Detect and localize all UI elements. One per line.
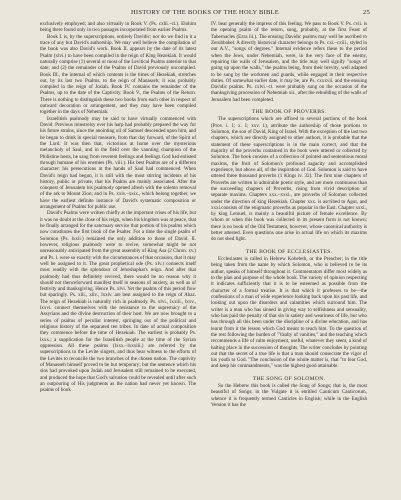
left-column xyxy=(40,21,196,393)
paragraph: So the Hebrew this book is called the Song of Songs; that is, the most beautiful of Songs; in the Vulgate it is entitled Canticum Canticorum, whence it is frequently termed Canticles in English; while in the English Version it has the xyxy=(211,383,367,409)
page-header-title: HISTORY OF THE BOOKS OF THE HOLY BIBLE xyxy=(130,9,280,16)
paragraph: Book I. is, by the superscriptions, entirely Davidic; nor do we find in it a trace of any but David's authorship. We may well believe the compilation of the book was also David's work. Book II. appears by the date of its latest Psalm (xlvi.) to have been compiled in the reign of King Hezekiah. It would naturally comprise (1) several or most of the Levitical Psalms anterior to that date; and (2) the remainder of the Psalms of David previously uncompiled. Book III., the internal of which contents is the times of Hezekiah, stretches out, by its last two Psalms, to the reign of Manasseh; it was probably compiled in the reign of Josiah. Book IV. contains the remainder of the Psalms, up to the date of the Captivity. Book V., the Psalms of the Return. There is nothing to distinguish these two books from each other in respect of outward decoration or arrangement, and they may have been compiled together in the days of Nehemiah. xyxy=(40,33,196,116)
paragraph: David's Psalms were written chiefly at the important crises of his life, but it was no doubt at the close of his reign, when his kingdom was at peace, that he finally arranged for the sanctuary service that portion of his psalms which now constitutes the first book of the Psalter. For a time the single psalm of Solomon (Ps. lxxii.) remained the only addition to those of David. II. however, religious psalmody were to revive, somewhat might be not unreasonably anticipated from the great assembly of King Asa (2 Chron. xv.) and Ps. l. were so exactly with the circumstances of that occasion, that it may well be assigned to it. The great prophetical ode (Ps. xlv.) connects itself most readily with the splendour of Jehoshaphat's reign. And after that psalmody had thus definitely revived, there would be no reason why it should not thenceforward manifest itself in seasons of anxiety, as well as of festivity and thanksgiving. Hence Ps. xlvi. Yet the psalms of this period flow but sparingly. Ps. xlii., xliv., lxxiv. are best assigned to the reign of Ahaz. The reign of Hezekiah is naturally rich in psalmody. Ps. xlvi., lxxiii., lxxv., lxxvi. connect themselves with the resistance to the supremacy of the Assyrians and the divine destruction of their host. We are now brought to a series of psalms of peculiar interest, springing out of the political and religious history of the separated ten tribes. In date of actual composition they commence before the time of Hezekiah. The earliest is probably Ps. lxxx.; a supplication for the Israelitish people at the time of the Syrian oppression. All these psalms (lxxx.–lxxxiii.) are referred by the superscriptions to the Levite singers, and thus bear witness to the efforts of the Levites to reconcile the two branches of the chosen nation. The captivity of Manasseh himself proved to be but temporary; but the sentence which his sins had provoked upon Judah and Jerusalem still remained to be executed, and produced the hope that God's salvation could be revealed until after such an outpouring of His judgments as the nation had never yet known. The psalms of book xyxy=(40,210,196,394)
section-heading-song-of-solomon: THE SONG OF SOLOMON. xyxy=(252,375,326,382)
section-gap xyxy=(211,370,367,373)
paragraph: The superscriptions which are affixed to several portions of the book (Prov. i. 1; x. 1; xxv. 1), attribute the authorship of those portions to Solomon, the son of David, King of Israel. With the exception of the last two chapters, which are directly assigned to other authors, it is probable that the statement of these superscriptions is in the main correct, and that the majority of the proverbs contained in the book were uttered or collected by Solomon. The book consists of a collection of pointed and sententious moral maxims, the fruit of Solomon's profound sagacity and accomplished experience, but above all, of the inspiration of God. Solomon is said to have uttered three thousand proverbs (1 Kings iv. 32). The first nine chapters of Proverbs are written in admirable poetic style, and are more continuous than the succeeding chapters of Proverbs, rising from vivid description of separate maxims. Chapters xxx.–xxxi., are proverbs of Solomon collected under the direction of king Hezekiah. Chapter xxx. is ascribed to Agur, and xxxi.consists of the enigmatic proverbs as popular in the East. Chapter xxxi., by king Lemuel, is mainly a beautiful picture of female excellence. By whom or when this book was collected in its present form is not known; there is no book of the Old Testament, however, whose canonical authority is better attested. Even questions one arise in actual life on which its maxims do not shed light. xyxy=(211,116,367,243)
section-heading-proverbs: THE BOOK OF PROVERBS. xyxy=(251,109,327,116)
paragraph: IV. bear generally the impress of this feeling. We pass to Book V. Ps. cvii. is the opening psalm of the return, sung, probably, at the first Feast of Tabernacles (Ezra iii.). The ensuing Davidic psalms may well be ascribed to Zerubbabel. A directly historical character belongs to Ps. cxi.–cxiii., styled in our A.V., "songs of degrees." Internal evidence refers these to the period when the Jews, under Nehemiah, were, in the very face of the enemy, repairing the walls of Jerusalem, and the title may well signify "songs of going up upon the walls," the psalms being, from their brevity, well adapted to be sung by the workmen and guards, while engaged in their respective duties. Of somewhat earlier date, it may be, are Ps. cxxxvii. and the ensuing Davidic psalms. Ps. cxlvi.–cl. were probably sung on the occasion of the thanksgiving procession of Nehemiah xii., after the rebuilding of the walls of Jerusalem had been completed. xyxy=(211,21,367,103)
paragraph: Israelitish psalmody may be said to have virtually commenced with David. Previous minstrelsy ever his harp had probably prepared the way for his future strains, since the anointing oil of Samuel descended upon him, and he began to drink in special measure, from that day forward, of the Spirit of the Lord. It was then that, victorious at home over the mysterious melancholy of Saul, and in the field over the vaunting champion of the Philistine hosts, he sang from reverent feelings and feelings God had enlisted through humane of his enemies (Ps. viii.). His best Psalms are of a different character: his persecutions at the hands of Saul had commenced. When David's reign had begun, it is still with the most stirring incidents of his history, public or private, that his Psalms are mainly associated. After the conquest of Jerusalem his psalmody opened afresh with the solemn removal of the ark to Mount Zion; and in Ps. xxiv.–xxix., which belong together, we have the earliest definite instance of David's systematic composition or arrangement of Psalms for public use. xyxy=(40,115,196,211)
section-gap xyxy=(211,103,367,106)
paragraph: exclusively employed; and also virtually in Book V. (Ps. cxlii.–cl.). Elohim being there found only in two passages incorporated from earlier Psalms. xyxy=(40,21,196,34)
right-column xyxy=(211,21,367,408)
page-number: 25 xyxy=(363,9,370,16)
section-heading-ecclesiastes: THE BOOK OF ECCLESIASTES. xyxy=(245,248,333,255)
section-gap xyxy=(211,243,367,246)
paragraph: Ecclesiastes is called in Hebrew Koheleth, or the Preacher; in the title being taken from the name by which Solomon, who is believed to be its author, speaks of himself throughout it. Commentators differ most widely as to the plan and purpose of the whole book. The variety of opinion respecting it indicates sufficiently that it is to be esteemed as possible from the character of a formal treatise. It is that which it professes to be—the confessions of a man of wide experience looking back upon his past life, and looking out upon the disorders and calamities which surround him. The writer is a man who has sinned in giving way to selfishness and sensuality, who has paid the penalty of that sin in satiety and weariness of life, but who has through all this been under the discipline of a divine education, and has learnt from it the lesson which God meant to teach him. To the question of the rest following the burden of "Vanity of vanities," and the teaching which recommends a life of calm enjoyment, useful, whatever they seem, a kind of halting place in the succession of thoughts. The writer concludes by pointing out that the secret of a true life is that a man should consecrate the vigor of his youth to God. "The conclusion of the whole matter is, that "to fear God, and keep his commandments," was the highest good attainable. xyxy=(211,256,367,370)
running-header xyxy=(40,9,370,21)
